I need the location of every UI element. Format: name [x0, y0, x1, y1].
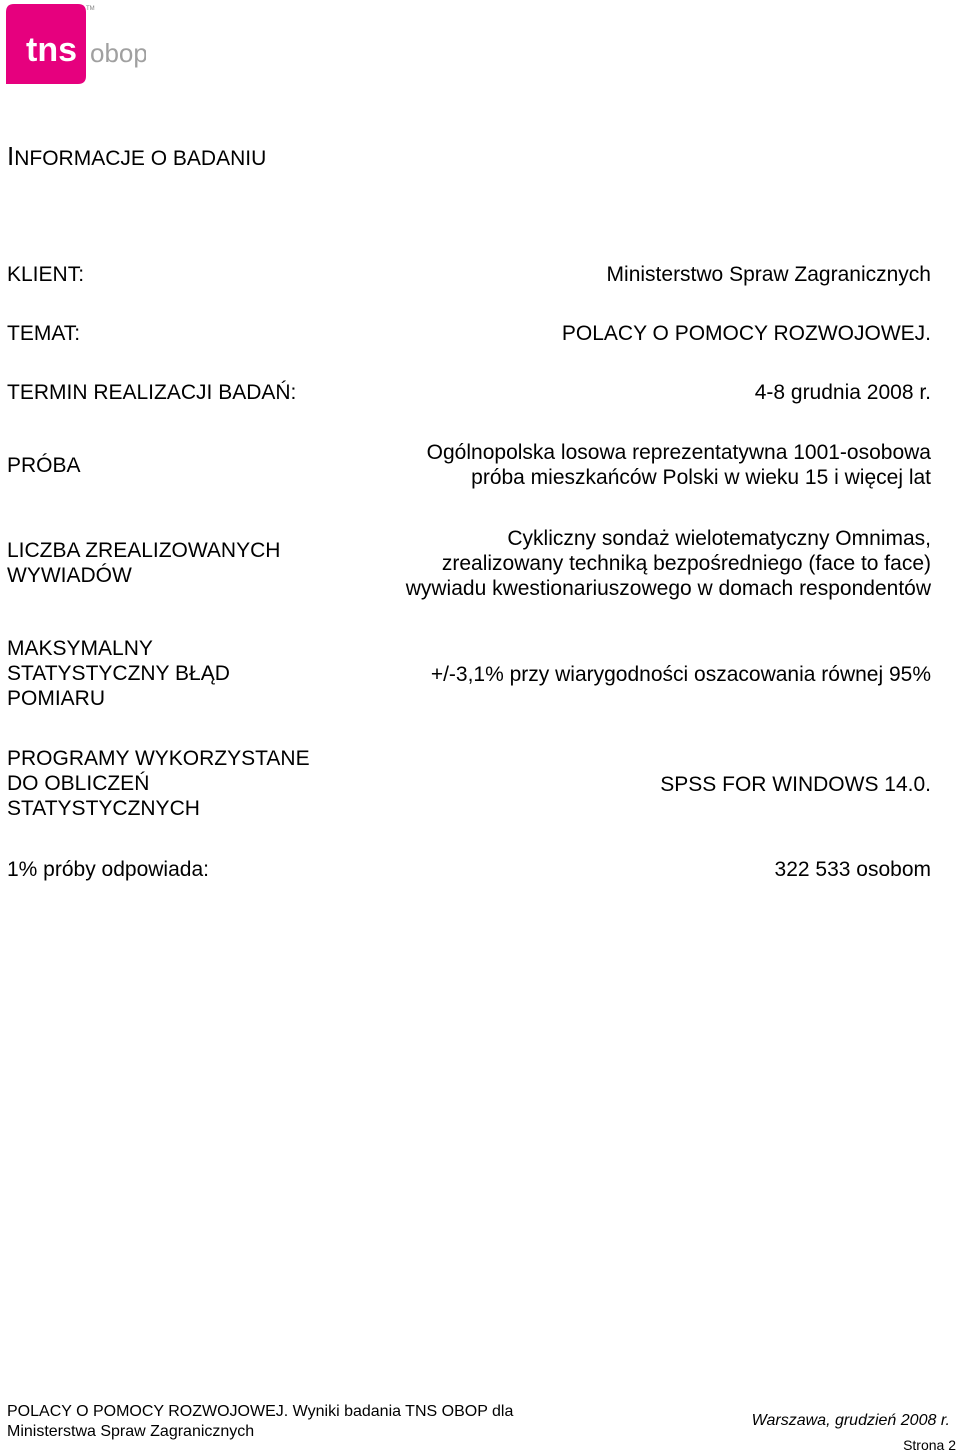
title-rest: NFORMACJE O BADANIU: [14, 147, 267, 170]
proba-value: [427, 440, 931, 490]
title-first-letter: I: [7, 141, 15, 171]
logo-brand-main: tns: [26, 31, 77, 69]
footer-left-line: Ministerstwa Spraw Zagranicznych: [7, 1423, 255, 1440]
blad-label-line: STATYSTYCZNY BŁĄD: [7, 662, 230, 685]
liczba-value-line: Cykliczny sondaż wielotematyczny Omnimas,: [507, 527, 931, 550]
jeden-procent-value: 322 533 osobom: [774, 858, 931, 881]
termin-label: TERMIN REALIZACJI BADAŃ:: [7, 381, 297, 404]
liczba-value: [406, 526, 931, 601]
page-title: [7, 140, 266, 175]
jeden-procent-label: 1% próby odpowiada:: [7, 858, 209, 881]
programy-label-line: PROGRAMY WYKORZYSTANE: [7, 747, 310, 770]
programy-label-line: DO OBLICZEŃ: [7, 772, 150, 795]
proba-value-line: Ogólnopolska losowa reprezentatywna 1001-osobowa: [426, 441, 931, 464]
liczba-label-line: WYWIADÓW: [7, 564, 132, 587]
footer-report-title: [7, 1402, 513, 1442]
logo-brand-sub: obop: [90, 38, 146, 68]
footer-place-date: Warszawa, grudzień 2008 r.: [751, 1412, 950, 1429]
klient-value: Ministerstwo Spraw Zagranicznych: [606, 263, 931, 286]
blad-value: +/-3,1% przy wiarygodności oszacowania równej 95%: [430, 663, 931, 686]
blad-label-line: MAKSYMALNY: [7, 637, 153, 660]
logo-graphic: [6, 4, 146, 84]
blad-label: [7, 636, 230, 711]
liczba-label-line: LICZBA ZREALIZOWANYCH: [7, 539, 281, 562]
page-number: Strona 2: [903, 1437, 956, 1453]
liczba-label: [7, 538, 280, 588]
liczba-value-line: zrealizowany techniką bezpośredniego (face to face): [441, 552, 931, 575]
programy-label-line: STATYSTYCZNYCH: [7, 797, 200, 820]
termin-value: 4-8 grudnia 2008 r.: [754, 381, 931, 404]
klient-label: KLIENT:: [7, 263, 85, 286]
logo-trademark: TM: [86, 6, 95, 12]
temat-value: POLACY O POMOCY ROZWOJOWEJ.: [561, 322, 931, 345]
blad-label-line: POMIARU: [7, 687, 106, 710]
footer-left-line: POLACY O POMOCY ROZWOJOWEJ. Wyniki badania TNS OBOP dla: [7, 1403, 514, 1420]
liczba-value-line: wywiadu kwestionariuszowego w domach respondentów: [405, 577, 931, 600]
programy-value: SPSS FOR WINDOWS 14.0.: [660, 773, 931, 796]
temat-label: TEMAT:: [7, 322, 81, 345]
proba-value-line: próba mieszkańców Polski w wieku 15 i więcej lat: [471, 466, 931, 489]
tns-obop-logo: [6, 4, 146, 84]
programy-label: [7, 746, 310, 821]
proba-label: PRÓBA: [7, 454, 81, 477]
